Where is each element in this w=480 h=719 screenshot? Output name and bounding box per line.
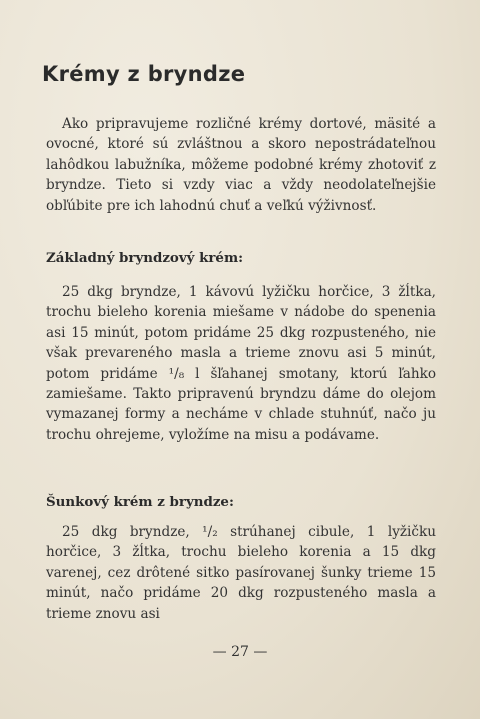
section-text-basic-cream: 25 dkg bryndze, 1 kávovú lyžičku horčice, 3 žĺtka, trochu bieleho korenia miešame v nádobe do spenenia asi 15 minút, potom pridáme 25 dkg rozpusteného, nie však prevareného masla a trieme znovu asi 5 minút, potom pridáme ¹/₈ l šľahanej smotany, ktorú ľahko zamiešame. Takto pripravenú bryndzu dáme do olejom vymazanej formy a necháme v chlade stuhnúť, načo ju trochu ohrejeme, vyložíme na misu a podávame. xyxy=(46,284,436,443)
intro-paragraph: Ako pripravujeme rozličné krémy dortové, mäsité a ovocné, ktoré sú zvláštnou a skoro nepostrádateľnou lahôdkou labužníka, môžeme podobné krémy zhotoviť z bryndze. Tieto si vzdy viac a vždy neodolateľnejšie obľúbite pre ich lahodnú chuť a veľkú výživnosť. xyxy=(46,116,436,214)
page-title: Krémy z bryndze xyxy=(42,62,246,86)
section-heading-ham-cream: Šunkový krém z bryndze: xyxy=(46,494,234,510)
section-heading-basic-cream: Základný bryndzový krém: xyxy=(46,250,244,266)
section-text-ham-cream: 25 dkg bryndze, ¹/₂ strúhanej cibule, 1 lyžičku horčice, 3 žĺtka, trochu bieleho korenia a 15 dkg varenej, cez drôtené sitko pasírovanej šunky trieme 15 minút, načo pridáme 20 dkg rozpusteného masla a trieme znovu asi xyxy=(46,524,436,622)
page-number: — 27 — xyxy=(212,644,268,660)
